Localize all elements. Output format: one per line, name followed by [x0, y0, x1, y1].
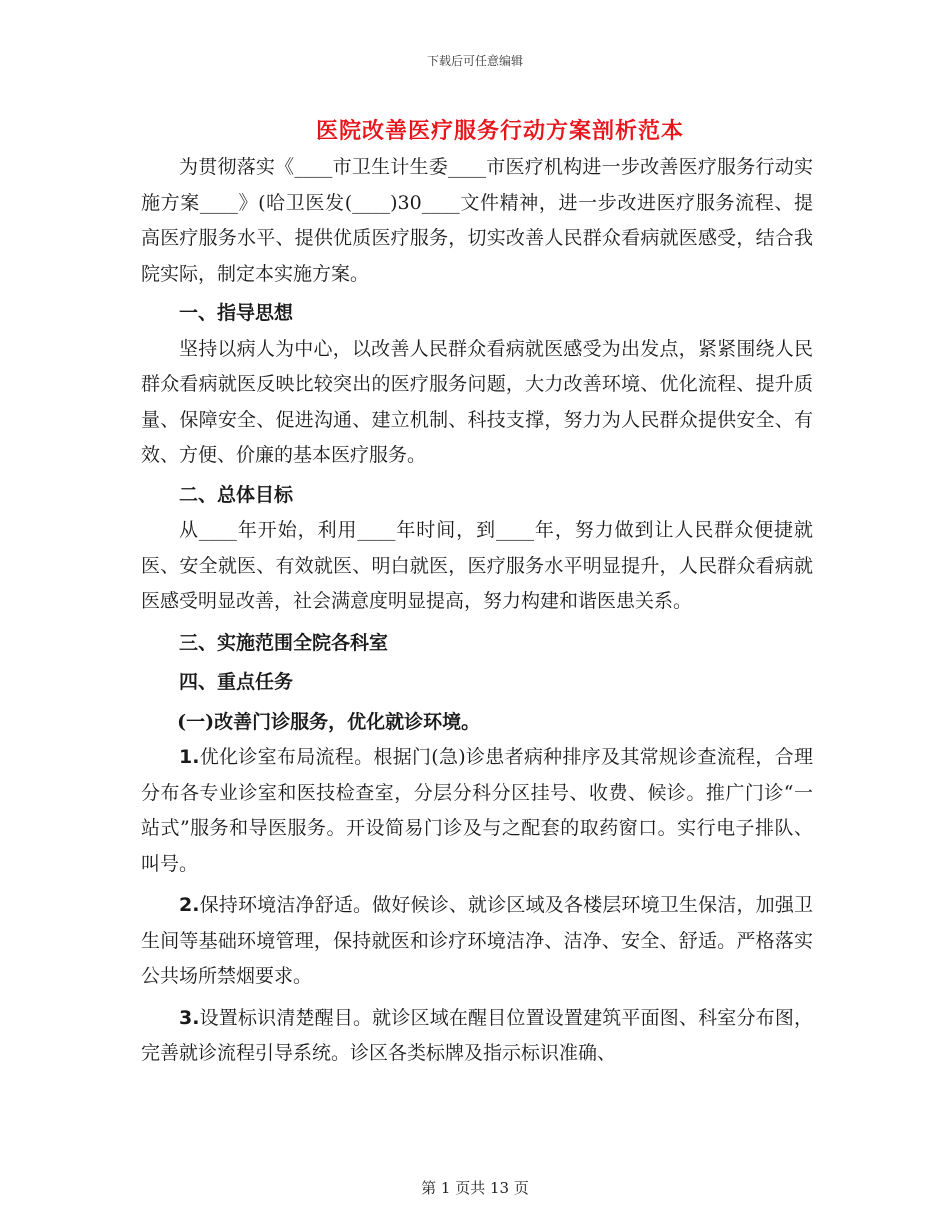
- task-item-2-text: 保持环境洁净舒适。做好候诊、就诊区域及各楼层环境卫生保洁，加强卫生间等基础环境管理，保持就医和诊疗环境洁净、洁净、安全、舒适。严格落实公共场所禁烟要求。: [141, 894, 813, 987]
- section-text-guiding-ideology: 坚持以病人为中心，以改善人民群众看病就医感受为出发点，紧紧围绕人民群众看病就医反映比较突出的医疗服务问题，大力改善环境、优化流程、提升质量、保障安全、促进沟通、建立机制、科技支撑，努力为人民群众提供安全、有效、方便、价廉的基本医疗服务。: [141, 337, 813, 466]
- section-heading-scope: 三、实施范围全院各科室: [179, 631, 389, 654]
- section-heading-guiding-ideology: 一、指导思想: [179, 302, 294, 324]
- section-heading-overall-goal: 二、总体目标: [179, 483, 294, 506]
- task-item-3-number: 3.: [179, 1006, 200, 1029]
- page-footer: 第 1 页共 13 页: [421, 1179, 529, 1197]
- task-item-2-number: 2.: [179, 894, 200, 916]
- document-title: 医院改善医疗服务行动方案剖析范本: [315, 118, 684, 144]
- subsection-heading-outpatient: (一)改善门诊服务，优化就诊环境。: [177, 710, 481, 733]
- intro-paragraph: 为贯彻落实《____市卫生计生委____市医疗机构进一步改善医疗服务行动实施方案____》(哈卫医发(____)30____文件精神，进一步改进医疗服务流程、提高医疗服务水平、提供优质医疗服务，切实改善人民群众看病就医感受，结合我院实际，制定本实施方案。: [141, 156, 813, 285]
- section-text-overall-goal: 从____年开始，利用____年时间，到____年，努力做到让人民群众便捷就医、安全就医、有效就医、明白就医，医疗服务水平明显提升，人民群众看病就医感受明显改善，社会满意度明显提高，努力构建和谐医患关系。: [141, 519, 813, 612]
- task-item-3-text: 设置标识清楚醒目。就诊区域在醒目位置设置建筑平面图、科室分布图，完善就诊流程引导系统。诊区各类标牌及指示标识准确、: [141, 1006, 813, 1064]
- header-note: 下载后可任意编辑: [426, 54, 523, 68]
- task-item-1-number: 1.: [179, 746, 200, 768]
- section-heading-key-tasks: 四、重点任务: [179, 671, 294, 693]
- document-body: [141, 150, 813, 1072]
- task-item-1: [141, 740, 813, 882]
- task-item-1-text: 优化诊室布局流程。根据门(急)诊患者病种排序及其常规诊查流程，合理分布各专业诊室和医技检查室，分层分科分区挂号、收费、候诊。推广门诊“一站式”服务和导医服务。开设简易门诊及与之配套的取药窗口。实行电子排队、叫号。: [141, 746, 813, 875]
- task-item-3: [141, 1001, 813, 1072]
- task-item-2: [141, 888, 813, 995]
